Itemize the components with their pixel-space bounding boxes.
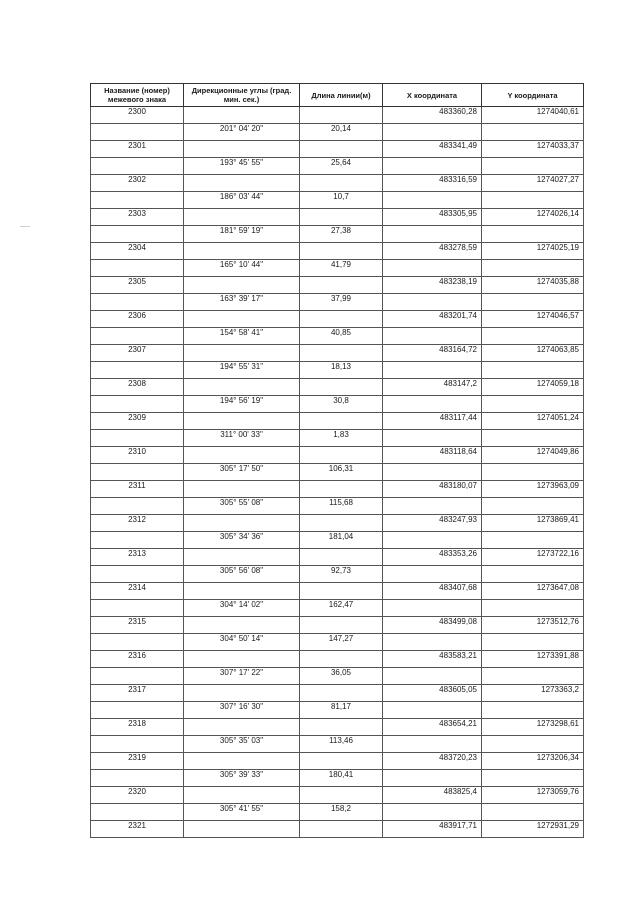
table-row xyxy=(91,702,584,719)
empty-cell xyxy=(91,328,184,345)
header-mark-name: Название (номер) межевого знака xyxy=(91,84,184,107)
line-length-cell: 115,68 xyxy=(300,498,383,515)
line-length-cell: 162,47 xyxy=(300,600,383,617)
empty-cell xyxy=(383,566,482,583)
empty-cell xyxy=(184,447,300,464)
x-coordinate-cell: 483180,07 xyxy=(383,481,482,498)
empty-cell xyxy=(91,158,184,175)
empty-cell xyxy=(300,209,383,226)
empty-cell xyxy=(91,634,184,651)
empty-cell xyxy=(300,379,383,396)
x-coordinate-cell: 483917,71 xyxy=(383,821,482,838)
empty-cell xyxy=(300,787,383,804)
table-row xyxy=(91,192,584,209)
y-coordinate-cell: 1273059,76 xyxy=(482,787,584,804)
table-row xyxy=(91,243,584,260)
y-coordinate-cell: 1274059,18 xyxy=(482,379,584,396)
y-coordinate-cell: 1274046,57 xyxy=(482,311,584,328)
empty-cell xyxy=(184,787,300,804)
direction-angle-cell: 304° 14' 02" xyxy=(184,600,300,617)
direction-angle-cell: 305° 17' 50" xyxy=(184,464,300,481)
direction-angle-cell: 194° 55' 31" xyxy=(184,362,300,379)
empty-cell xyxy=(383,770,482,787)
x-coordinate-cell: 483353,26 xyxy=(383,549,482,566)
table-row xyxy=(91,617,584,634)
empty-cell xyxy=(300,345,383,362)
empty-cell xyxy=(91,192,184,209)
table-row xyxy=(91,634,584,651)
line-length-cell: 40,85 xyxy=(300,328,383,345)
x-coordinate-cell: 483407,68 xyxy=(383,583,482,600)
empty-cell xyxy=(91,532,184,549)
table-row xyxy=(91,328,584,345)
mark-name-cell: 2316 xyxy=(91,651,184,668)
table-row xyxy=(91,719,584,736)
mark-name-cell: 2319 xyxy=(91,753,184,770)
line-length-cell: 181,04 xyxy=(300,532,383,549)
table-row xyxy=(91,685,584,702)
direction-angle-cell: 305° 39' 33" xyxy=(184,770,300,787)
mark-name-cell: 2302 xyxy=(91,175,184,192)
direction-angle-cell: 163° 39' 17" xyxy=(184,294,300,311)
empty-cell xyxy=(482,634,584,651)
empty-cell xyxy=(184,311,300,328)
y-coordinate-cell: 1274026,14 xyxy=(482,209,584,226)
table-row xyxy=(91,583,584,600)
x-coordinate-cell: 483118,64 xyxy=(383,447,482,464)
empty-cell xyxy=(383,328,482,345)
direction-angle-cell: 307° 17' 22" xyxy=(184,668,300,685)
empty-cell xyxy=(300,277,383,294)
table-row xyxy=(91,260,584,277)
y-coordinate-cell: 1274040,61 xyxy=(482,107,584,124)
table-row xyxy=(91,532,584,549)
scan-artifact xyxy=(20,226,30,227)
empty-cell xyxy=(383,668,482,685)
empty-cell xyxy=(184,413,300,430)
empty-cell xyxy=(300,651,383,668)
line-length-cell: 36,05 xyxy=(300,668,383,685)
mark-name-cell: 2311 xyxy=(91,481,184,498)
table-row xyxy=(91,379,584,396)
table-row xyxy=(91,345,584,362)
line-length-cell: 10,7 xyxy=(300,192,383,209)
empty-cell xyxy=(482,498,584,515)
table-row xyxy=(91,107,584,124)
x-coordinate-cell: 483201,74 xyxy=(383,311,482,328)
header-x-coordinate: X координата xyxy=(383,84,482,107)
direction-angle-cell: 194° 56' 19" xyxy=(184,396,300,413)
mark-name-cell: 2309 xyxy=(91,413,184,430)
empty-cell xyxy=(482,668,584,685)
empty-cell xyxy=(300,243,383,260)
empty-cell xyxy=(383,294,482,311)
empty-cell xyxy=(184,583,300,600)
table-row xyxy=(91,515,584,532)
empty-cell xyxy=(383,362,482,379)
empty-cell xyxy=(184,107,300,124)
table-row xyxy=(91,124,584,141)
empty-cell xyxy=(383,702,482,719)
empty-cell xyxy=(383,396,482,413)
empty-cell xyxy=(184,753,300,770)
empty-cell xyxy=(91,226,184,243)
boundary-marks-table xyxy=(90,83,584,838)
mark-name-cell: 2313 xyxy=(91,549,184,566)
y-coordinate-cell: 1274049,86 xyxy=(482,447,584,464)
line-length-cell: 41,79 xyxy=(300,260,383,277)
mark-name-cell: 2310 xyxy=(91,447,184,464)
empty-cell xyxy=(300,685,383,702)
empty-cell xyxy=(300,447,383,464)
empty-cell xyxy=(383,600,482,617)
y-coordinate-cell: 1272931,29 xyxy=(482,821,584,838)
mark-name-cell: 2317 xyxy=(91,685,184,702)
y-coordinate-cell: 1273512,76 xyxy=(482,617,584,634)
x-coordinate-cell: 483360,28 xyxy=(383,107,482,124)
x-coordinate-cell: 483499,08 xyxy=(383,617,482,634)
empty-cell xyxy=(91,702,184,719)
empty-cell xyxy=(184,345,300,362)
empty-cell xyxy=(383,226,482,243)
empty-cell xyxy=(482,600,584,617)
y-coordinate-cell: 1273647,08 xyxy=(482,583,584,600)
direction-angle-cell: 165° 10' 44" xyxy=(184,260,300,277)
x-coordinate-cell: 483825,4 xyxy=(383,787,482,804)
table-row xyxy=(91,804,584,821)
line-length-cell: 18,13 xyxy=(300,362,383,379)
line-length-cell: 158,2 xyxy=(300,804,383,821)
x-coordinate-cell: 483605,05 xyxy=(383,685,482,702)
empty-cell xyxy=(383,804,482,821)
direction-angle-cell: 305° 55' 08" xyxy=(184,498,300,515)
y-coordinate-cell: 1274033,37 xyxy=(482,141,584,158)
x-coordinate-cell: 483164,72 xyxy=(383,345,482,362)
x-coordinate-cell: 483316,59 xyxy=(383,175,482,192)
y-coordinate-cell: 1273298,61 xyxy=(482,719,584,736)
empty-cell xyxy=(184,515,300,532)
empty-cell xyxy=(91,396,184,413)
empty-cell xyxy=(482,158,584,175)
mark-name-cell: 2307 xyxy=(91,345,184,362)
empty-cell xyxy=(91,804,184,821)
direction-angle-cell: 307° 16' 30" xyxy=(184,702,300,719)
empty-cell xyxy=(300,413,383,430)
mark-name-cell: 2308 xyxy=(91,379,184,396)
table-row xyxy=(91,141,584,158)
direction-angle-cell: 304° 50' 14" xyxy=(184,634,300,651)
empty-cell xyxy=(300,719,383,736)
empty-cell xyxy=(91,736,184,753)
direction-angle-cell: 186° 03' 44" xyxy=(184,192,300,209)
table-row xyxy=(91,770,584,787)
mark-name-cell: 2306 xyxy=(91,311,184,328)
empty-cell xyxy=(300,481,383,498)
empty-cell xyxy=(383,260,482,277)
line-length-cell: 113,46 xyxy=(300,736,383,753)
mark-name-cell: 2305 xyxy=(91,277,184,294)
mark-name-cell: 2304 xyxy=(91,243,184,260)
empty-cell xyxy=(184,685,300,702)
table-row xyxy=(91,498,584,515)
y-coordinate-cell: 1274051,24 xyxy=(482,413,584,430)
empty-cell xyxy=(300,107,383,124)
table-row xyxy=(91,566,584,583)
line-length-cell: 92,73 xyxy=(300,566,383,583)
mark-name-cell: 2315 xyxy=(91,617,184,634)
table-row xyxy=(91,430,584,447)
y-coordinate-cell: 1274063,85 xyxy=(482,345,584,362)
x-coordinate-cell: 483117,44 xyxy=(383,413,482,430)
empty-cell xyxy=(482,192,584,209)
empty-cell xyxy=(482,464,584,481)
direction-angle-cell: 154° 58' 41" xyxy=(184,328,300,345)
empty-cell xyxy=(482,226,584,243)
direction-angle-cell: 311° 00' 33" xyxy=(184,430,300,447)
x-coordinate-cell: 483583,21 xyxy=(383,651,482,668)
x-coordinate-cell: 483305,95 xyxy=(383,209,482,226)
empty-cell xyxy=(383,498,482,515)
direction-angle-cell: 305° 34' 36" xyxy=(184,532,300,549)
line-length-cell: 180,41 xyxy=(300,770,383,787)
line-length-cell: 20,14 xyxy=(300,124,383,141)
mark-name-cell: 2300 xyxy=(91,107,184,124)
mark-name-cell: 2314 xyxy=(91,583,184,600)
x-coordinate-cell: 483238,19 xyxy=(383,277,482,294)
y-coordinate-cell: 1273363,2 xyxy=(482,685,584,702)
empty-cell xyxy=(482,328,584,345)
line-length-cell: 147,27 xyxy=(300,634,383,651)
empty-cell xyxy=(184,175,300,192)
mark-name-cell: 2320 xyxy=(91,787,184,804)
empty-cell xyxy=(91,566,184,583)
empty-cell xyxy=(184,209,300,226)
empty-cell xyxy=(300,583,383,600)
table-row xyxy=(91,600,584,617)
empty-cell xyxy=(383,532,482,549)
table-row xyxy=(91,668,584,685)
table-row xyxy=(91,294,584,311)
empty-cell xyxy=(482,770,584,787)
direction-angle-cell: 193° 45' 55" xyxy=(184,158,300,175)
empty-cell xyxy=(184,243,300,260)
header-line-length: Длина линии(м) xyxy=(300,84,383,107)
empty-cell xyxy=(482,430,584,447)
empty-cell xyxy=(184,379,300,396)
direction-angle-cell: 305° 41' 55" xyxy=(184,804,300,821)
empty-cell xyxy=(300,141,383,158)
mark-name-cell: 2318 xyxy=(91,719,184,736)
empty-cell xyxy=(184,821,300,838)
empty-cell xyxy=(91,464,184,481)
line-length-cell: 106,31 xyxy=(300,464,383,481)
empty-cell xyxy=(300,549,383,566)
line-length-cell: 37,99 xyxy=(300,294,383,311)
empty-cell xyxy=(300,617,383,634)
x-coordinate-cell: 483147,2 xyxy=(383,379,482,396)
table-row xyxy=(91,277,584,294)
empty-cell xyxy=(482,532,584,549)
empty-cell xyxy=(383,634,482,651)
empty-cell xyxy=(482,124,584,141)
x-coordinate-cell: 483278,59 xyxy=(383,243,482,260)
table-row xyxy=(91,209,584,226)
empty-cell xyxy=(184,617,300,634)
mark-name-cell: 2321 xyxy=(91,821,184,838)
empty-cell xyxy=(91,600,184,617)
empty-cell xyxy=(300,175,383,192)
direction-angle-cell: 305° 35' 03" xyxy=(184,736,300,753)
table-row xyxy=(91,549,584,566)
mark-name-cell: 2312 xyxy=(91,515,184,532)
table-row xyxy=(91,481,584,498)
empty-cell xyxy=(300,821,383,838)
line-length-cell: 27,38 xyxy=(300,226,383,243)
table-row xyxy=(91,447,584,464)
table-row xyxy=(91,362,584,379)
header-direction-angle: Дирекционные углы (град. мин. сек.) xyxy=(184,84,300,107)
empty-cell xyxy=(383,124,482,141)
table-row xyxy=(91,413,584,430)
mark-name-cell: 2303 xyxy=(91,209,184,226)
table-row xyxy=(91,226,584,243)
y-coordinate-cell: 1273722,16 xyxy=(482,549,584,566)
empty-cell xyxy=(184,277,300,294)
empty-cell xyxy=(482,736,584,753)
table-row xyxy=(91,396,584,413)
empty-cell xyxy=(383,430,482,447)
table-row xyxy=(91,158,584,175)
empty-cell xyxy=(184,141,300,158)
empty-cell xyxy=(184,549,300,566)
table-row xyxy=(91,736,584,753)
table-row xyxy=(91,821,584,838)
empty-cell xyxy=(184,719,300,736)
y-coordinate-cell: 1273391,88 xyxy=(482,651,584,668)
empty-cell xyxy=(300,311,383,328)
empty-cell xyxy=(383,158,482,175)
y-coordinate-cell: 1274035,88 xyxy=(482,277,584,294)
table-row xyxy=(91,311,584,328)
x-coordinate-cell: 483654,21 xyxy=(383,719,482,736)
direction-angle-cell: 305° 56' 08" xyxy=(184,566,300,583)
empty-cell xyxy=(91,498,184,515)
empty-cell xyxy=(482,260,584,277)
table-row xyxy=(91,464,584,481)
empty-cell xyxy=(482,362,584,379)
empty-cell xyxy=(482,294,584,311)
x-coordinate-cell: 483247,93 xyxy=(383,515,482,532)
line-length-cell: 1,83 xyxy=(300,430,383,447)
empty-cell xyxy=(383,736,482,753)
table-row xyxy=(91,753,584,770)
empty-cell xyxy=(184,481,300,498)
empty-cell xyxy=(184,651,300,668)
empty-cell xyxy=(91,362,184,379)
y-coordinate-cell: 1273206,34 xyxy=(482,753,584,770)
y-coordinate-cell: 1273963,09 xyxy=(482,481,584,498)
direction-angle-cell: 181° 59' 19" xyxy=(184,226,300,243)
empty-cell xyxy=(91,668,184,685)
table-row xyxy=(91,787,584,804)
empty-cell xyxy=(91,430,184,447)
table-row xyxy=(91,651,584,668)
empty-cell xyxy=(91,294,184,311)
y-coordinate-cell: 1274027,27 xyxy=(482,175,584,192)
table-header-row xyxy=(91,84,584,107)
empty-cell xyxy=(300,515,383,532)
empty-cell xyxy=(383,464,482,481)
empty-cell xyxy=(482,566,584,583)
empty-cell xyxy=(383,192,482,209)
line-length-cell: 25,64 xyxy=(300,158,383,175)
empty-cell xyxy=(482,804,584,821)
x-coordinate-cell: 483720,23 xyxy=(383,753,482,770)
line-length-cell: 81,17 xyxy=(300,702,383,719)
mark-name-cell: 2301 xyxy=(91,141,184,158)
empty-cell xyxy=(300,753,383,770)
empty-cell xyxy=(482,702,584,719)
empty-cell xyxy=(91,124,184,141)
header-y-coordinate: Y координата xyxy=(482,84,584,107)
y-coordinate-cell: 1274025,19 xyxy=(482,243,584,260)
x-coordinate-cell: 483341,49 xyxy=(383,141,482,158)
empty-cell xyxy=(91,770,184,787)
empty-cell xyxy=(482,396,584,413)
y-coordinate-cell: 1273869,41 xyxy=(482,515,584,532)
table-body xyxy=(91,107,584,838)
line-length-cell: 30,8 xyxy=(300,396,383,413)
empty-cell xyxy=(91,260,184,277)
direction-angle-cell: 201° 04' 20" xyxy=(184,124,300,141)
table-row xyxy=(91,175,584,192)
